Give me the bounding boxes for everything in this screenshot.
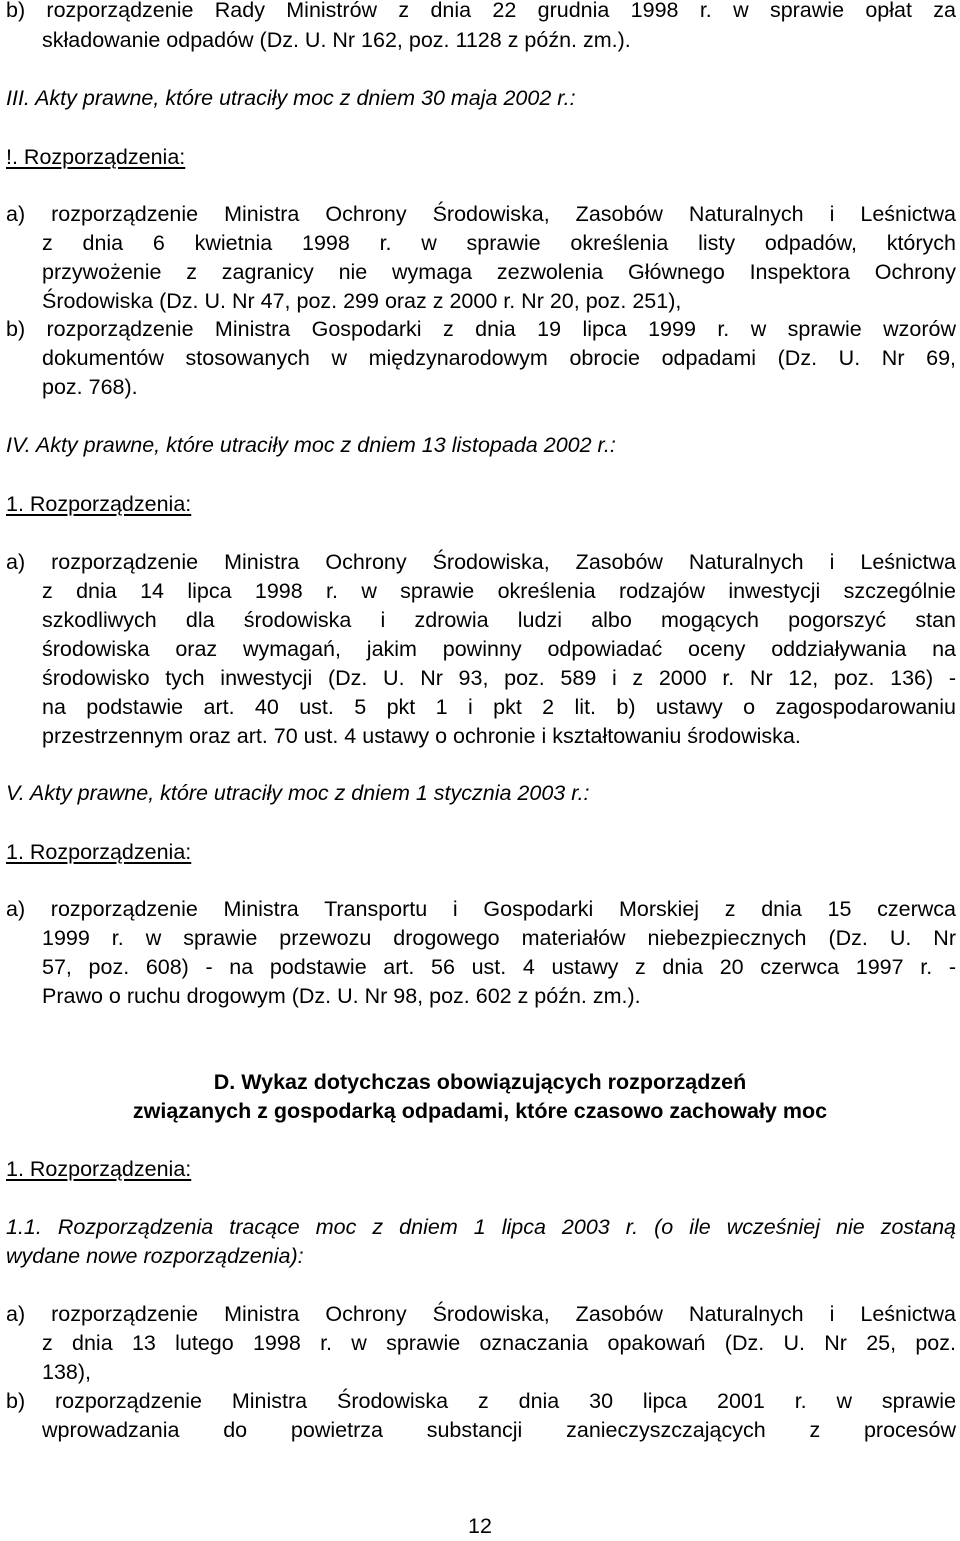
text-line: a) rozporządzenie Ministra Ochrony Środowiska, Zasobów Naturalnych i Leśnictwa [6, 550, 956, 574]
text-line: wprowadzania do powietrza substancji zanieczyszczających z procesów [42, 1418, 956, 1442]
section-heading-v: V. Akty prawne, które utraciły moc z dniem 1 stycznia 2003 r.: [6, 781, 590, 805]
subsection-heading: 1. Rozporządzenia: [6, 492, 192, 516]
subsection-heading: 1. Rozporządzenia: [6, 840, 192, 864]
text-line: na podstawie art. 40 ust. 5 pkt 1 i pkt 2 lit. b) ustawy o zagospodarowaniu [42, 695, 956, 719]
text-line: 1999 r. w sprawie przewozu drogowego materiałów niebezpiecznych (Dz. U. Nr [42, 926, 956, 950]
text-line: z dnia 13 lutego 1998 r. w sprawie oznaczania opakowań (Dz. U. Nr 25, poz. [42, 1331, 956, 1355]
text-line: 1.1. Rozporządzenia tracące moc z dniem 1 lipca 2003 r. (o ile wcześniej nie zostaną [6, 1215, 956, 1239]
text-line: b) rozporządzenie Rady Ministrów z dnia 22 grudnia 1998 r. w sprawie opłat za [6, 0, 956, 22]
text-line: Środowiska (Dz. U. Nr 47, poz. 299 oraz z 2000 r. Nr 20, poz. 251), [42, 289, 682, 313]
text-line: b) rozporządzenie Ministra Gospodarki z dnia 19 lipca 1999 r. w sprawie wzorów [6, 317, 956, 341]
text-line: a) rozporządzenie Ministra Ochrony Środowiska, Zasobów Naturalnych i Leśnictwa [6, 202, 956, 226]
text-line: przestrzennym oraz art. 70 ust. 4 ustawy o ochronie i kształtowaniu środowiska. [42, 724, 801, 748]
text-line: z dnia 14 lipca 1998 r. w sprawie określenia rodzajów inwestycji szczególnie [42, 579, 956, 603]
text-line: przywożenie z zagranicy nie wymaga zezwolenia Głównego Inspektora Ochrony [42, 260, 956, 284]
text-line: wydane nowe rozporządzenia): [6, 1244, 304, 1268]
text-line: środowiska oraz wymagań, jakim powinny odpowiadać oceny oddziaływania na [42, 637, 956, 661]
section-heading-iii: III. Akty prawne, które utraciły moc z dniem 30 maja 2002 r.: [6, 86, 576, 110]
text-line: szkodliwych dla środowiska i zdrowia ludzi albo mogących pogorszyć stan [42, 608, 956, 632]
section-heading-iv: IV. Akty prawne, które utraciły moc z dniem 13 listopada 2002 r.: [6, 433, 616, 457]
text-line: 138), [42, 1360, 92, 1384]
text-line: 57, poz. 608) - na podstawie art. 56 ust. 4 ustawy z dnia 20 czerwca 1997 r. - [42, 955, 956, 979]
text-line: dokumentów stosowanych w międzynarodowym obrocie odpadami (Dz. U. Nr 69, [42, 346, 956, 370]
subsection-heading: !. Rozporządzenia: [6, 145, 186, 169]
text-line: a) rozporządzenie Ministra Ochrony Środowiska, Zasobów Naturalnych i Leśnictwa [6, 1302, 956, 1326]
section-title-d-cont: związanych z gospodarką odpadami, które czasowo zachowały moc [132, 1099, 828, 1123]
text-line: b) rozporządzenie Ministra Środowiska z dnia 30 lipca 2001 r. w sprawie [6, 1389, 956, 1413]
text-line: poz. 768). [42, 375, 138, 399]
text-line: z dnia 6 kwietnia 1998 r. w sprawie określenia listy odpadów, których [42, 231, 956, 255]
section-title-d: D. Wykaz dotychczas obowiązujących rozporządzeń [213, 1070, 747, 1094]
text-line: środowisko tych inwestycji (Dz. U. Nr 93, poz. 589 i z 2000 r. Nr 12, poz. 136) - [42, 666, 956, 690]
page-number: 12 [468, 1514, 492, 1538]
subsection-heading: 1. Rozporządzenia: [6, 1157, 192, 1181]
text-line: składowanie odpadów (Dz. U. Nr 162, poz. 1128 z późn. zm.). [42, 28, 631, 52]
text-line: Prawo o ruchu drogowym (Dz. U. Nr 98, poz. 602 z późn. zm.). [42, 984, 641, 1008]
text-line: a) rozporządzenie Ministra Transportu i Gospodarki Morskiej z dnia 15 czerwca [6, 897, 956, 921]
